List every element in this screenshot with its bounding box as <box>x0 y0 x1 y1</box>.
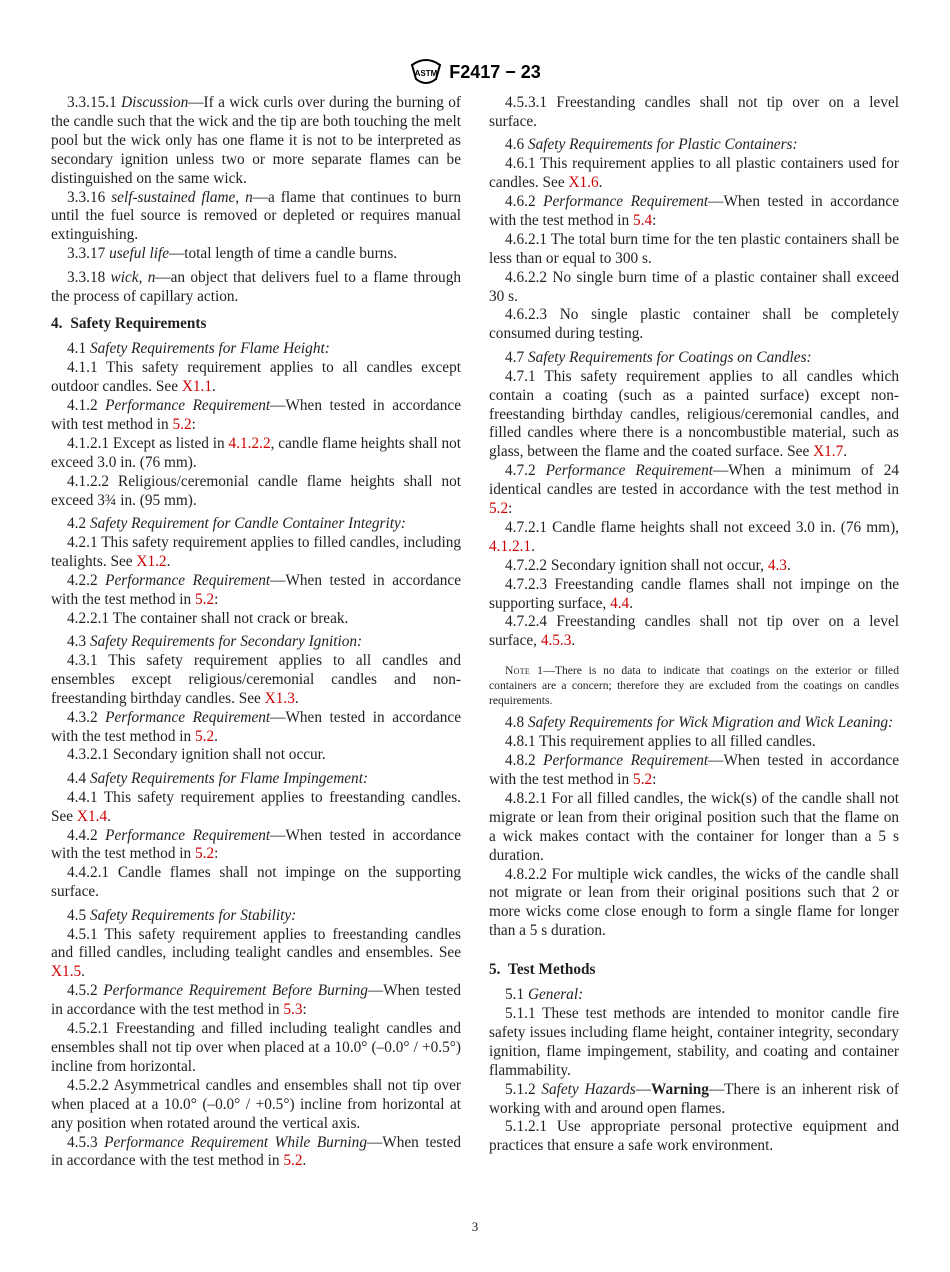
para-4-7-2: 4.7.2 Performance Requirement—When a minimum of 24 identical candles are tested in accordance with the test method in 5.2: <box>489 462 899 518</box>
para-4-3: 4.3 Safety Requirements for Secondary Ignition: <box>67 632 363 650</box>
ref-link-x1-4[interactable]: X1.4 <box>76 807 108 825</box>
para-4-5-2: 4.5.2 Performance Requirement Before Burning—When tested in accordance with the test method in 5.3: <box>51 982 461 1019</box>
para-5-1-1: 5.1.1 These test methods are intended to monitor candle fire safety issues including flame height, container integrity, secondary ignition, flame impingement, stability, and coating and container flammability. <box>489 1004 899 1079</box>
para-5-1-2: 5.1.2 Safety Hazards—Warning—There is an inherent risk of working with and around open flames. <box>489 1080 899 1117</box>
para-4-6: 4.6 Safety Requirements for Plastic Containers: <box>505 136 798 154</box>
para-4-1-2-2: 4.1.2.2 Religious/ceremonial candle flame heights shall not exceed 3¾ in. (95 mm). <box>51 472 461 509</box>
para-4-3-2-1: 4.3.2.1 Secondary ignition shall not occur. <box>67 746 326 764</box>
ref-link-x1-3[interactable]: X1.3 <box>264 689 295 707</box>
astm-logo-icon <box>409 57 443 87</box>
ref-link-x1-6[interactable]: X1.6 <box>568 174 599 192</box>
para-4-2-2: 4.2.2 Performance Requirement—When tested in accordance with the test method in 5.2: <box>51 571 462 608</box>
page-number: 3 <box>471 1219 479 1234</box>
para-4-5: 4.5 Safety Requirements for Stability: <box>67 906 297 924</box>
ref-link-x1-2[interactable]: X1.2 <box>136 552 167 570</box>
para-4-3-1: 4.3.1 This safety requirement applies to all candles and ensembles except religious/ceremonial candles and non-freestanding birthday candles. See X1.3. <box>51 651 461 707</box>
para-4-4-2-1: 4.4.2.1 Candle flames shall not impinge on the supporting surface. <box>51 864 461 901</box>
para-4-4: 4.4 Safety Requirements for Flame Impingement: <box>67 769 369 787</box>
logo-text: ASTM <box>414 69 438 78</box>
right-column <box>489 94 899 1156</box>
para-4-5-1: 4.5.1 This safety requirement applies to freestanding candles and filled candles, including tealight candles and ensembles. See X1.5. <box>51 925 461 981</box>
ref-link-5-4[interactable]: 5.4 <box>633 211 653 229</box>
para-3-3-17: 3.3.17 useful life—total length of time a candle burns. <box>67 245 398 263</box>
para-4-3-2: 4.3.2 Performance Requirement—When tested in accordance with the test method in 5.2. <box>51 708 462 745</box>
para-4-2: 4.2 Safety Requirement for Candle Container Integrity: <box>67 515 406 533</box>
ref-link-5-2[interactable]: 5.2 <box>195 727 215 745</box>
left-column <box>51 94 461 1171</box>
ref-link-4-5-3[interactable]: 4.5.3 <box>540 632 572 650</box>
para-4-6-2-3: 4.6.2.3 No single plastic container shall be completely consumed during testing. <box>489 306 899 343</box>
para-4-8-2-1: 4.8.2.1 For all filled candles, the wick(s) of the candle shall not migrate or lean from their original position such that the flame on a wick makes contact with the container for longer than a 5 s duration. <box>489 789 899 864</box>
ref-link-5-2[interactable]: 5.2 <box>489 500 509 518</box>
ref-link-5-2[interactable]: 5.2 <box>195 845 215 863</box>
ref-link-x1-5[interactable]: X1.5 <box>51 963 82 981</box>
para-4-1-1: 4.1.1 This safety requirement applies to all candles except outdoor candles. See X1.1. <box>51 359 461 396</box>
ref-link-4-1-2-1[interactable]: 4.1.2.1 <box>489 537 532 555</box>
para-4-8: 4.8 Safety Requirements for Wick Migration and Wick Leaning: <box>505 714 894 732</box>
para-4-6-2: 4.6.2 Performance Requirement—When tested in accordance with the test method in 5.4: <box>489 193 900 229</box>
para-4-8-1: 4.8.1 This requirement applies to all filled candles. <box>505 733 816 751</box>
ref-link-5-2[interactable]: 5.2 <box>195 590 215 608</box>
para-4-1-2: 4.1.2 Performance Requirement—When tested in accordance with test method in 5.2: <box>51 397 462 433</box>
note-1: Note 1—There is no data to indicate that coatings on the exterior or filled containers are a concern; therefore they are excluded from the coatings on candles requirements. <box>489 664 899 708</box>
section-4-heading: 4. Safety Requirements <box>51 315 207 333</box>
para-4-4-2: 4.4.2 Performance Requirement—When tested in accordance with the test method in 5.2: <box>51 826 462 863</box>
ref-link-x1-7[interactable]: X1.7 <box>813 443 844 461</box>
para-4-1: 4.1 Safety Requirements for Flame Height: <box>67 340 330 358</box>
para-3-3-15-1: 3.3.15.1 Discussion—If a wick curls over during the burning of the candle such that the wick and the tip are both touching the melt pool but the wick only has one flame it is not to be interpreted as secondary ignition unless two or more separate flames can be distinguished on the same wick. <box>51 94 461 187</box>
para-4-5-2-1: 4.5.2.1 Freestanding and filled including tealight candles and ensembles shall not tip over when placed at a 10.0° (–0.0° / +0.5°) incline from horizontal. <box>51 1020 461 1075</box>
para-4-7-2-3: 4.7.2.3 Freestanding candle flames shall not impinge on the supporting surface, 4.4. <box>489 575 900 612</box>
para-4-7: 4.7 Safety Requirements for Coatings on Candles: <box>505 348 812 366</box>
para-4-7-1: 4.7.1 This safety requirement applies to all candles which contain a coating (such as a painted surface) except non-freestanding birthday candles, religious/ceremonial candles, and filled candles where there is a noncombustible material, such as glass, between the flame and the coated surface. See X1.7. <box>489 367 899 461</box>
section-5-heading: 5. Test Methods <box>489 961 596 979</box>
ref-link-4-3[interactable]: 4.3 <box>767 556 787 574</box>
standard-designation: F2417 − 23 <box>449 61 541 82</box>
ref-link-5-2[interactable]: 5.2 <box>633 771 653 788</box>
ref-link-4-1-2-2[interactable]: 4.1.2.2 <box>228 434 271 452</box>
page-header <box>0 55 950 89</box>
para-5-1-2-1: 5.1.2.1 Use appropriate personal protective equipment and practices that ensure a safe work environment. <box>489 1118 899 1155</box>
para-4-5-2-2: 4.5.2.2 Asymmetrical candles and ensembles shall not tip over when placed at a 10.0° (–0.0° / +0.5°) incline from horizontal at any position when rotated around the vertical axis. <box>51 1076 462 1132</box>
para-4-2-1: 4.2.1 This safety requirement applies to filled candles, including tealights. See X1.2. <box>51 533 461 570</box>
para-4-6-2-2: 4.6.2.2 No single burn time of a plastic container shall exceed 30 s. <box>489 268 899 305</box>
para-4-8-2: 4.8.2 Performance Requirement—When tested in accordance with the test method in 5.2: <box>489 752 900 788</box>
para-4-5-3: 4.5.3 Performance Requirement While Burning—When tested in accordance with the test method in 5.2. <box>51 1133 462 1170</box>
ref-link-x1-1[interactable]: X1.1 <box>181 378 213 396</box>
para-4-6-2-1: 4.6.2.1 The total burn time for the ten plastic containers shall be less than or equal to 300 s. <box>489 230 899 267</box>
para-4-1-2-1: 4.1.2.1 Except as listed in 4.1.2.2, candle flame heights shall not exceed 3.0 in. (76 mm). <box>51 434 462 471</box>
ref-link-5-3[interactable]: 5.3 <box>283 1001 303 1019</box>
para-4-5-3-1: 4.5.3.1 Freestanding candles shall not tip over on a level surface. <box>489 94 900 130</box>
para-4-7-2-1: 4.7.2.1 Candle flame heights shall not exceed 3.0 in. (76 mm), 4.1.2.1. <box>489 518 899 555</box>
para-4-7-2-4: 4.7.2.4 Freestanding candles shall not tip over on a level surface, 4.5.3. <box>489 613 900 650</box>
para-5-1: 5.1 General: <box>505 986 584 1004</box>
para-4-2-2-1: 4.2.2.1 The container shall not crack or break. <box>67 609 349 627</box>
para-4-8-2-2: 4.8.2.2 For multiple wick candles, the wicks of the candle shall not migrate or lean from their original positions such that 2 or more wicks come close enough to form a single flame for longer than a 5 s duration. <box>489 865 899 940</box>
para-3-3-16: 3.3.16 self-sustained flame, n—a flame that continues to burn until the fuel source is removed or depleted or requires manual extinguishing. <box>51 188 462 244</box>
para-3-3-18: 3.3.18 wick, n—an object that delivers fuel to a flame through the process of capillary action. <box>51 268 461 305</box>
para-4-7-2-2: 4.7.2.2 Secondary ignition shall not occur, 4.3. <box>505 556 791 574</box>
ref-link-5-2[interactable]: 5.2 <box>172 416 192 433</box>
para-4-6-1: 4.6.1 This requirement applies to all plastic containers used for candles. See X1.6. <box>489 155 899 192</box>
ref-link-5-2[interactable]: 5.2 <box>283 1152 303 1170</box>
ref-link-4-4[interactable]: 4.4 <box>610 594 630 612</box>
para-4-4-1: 4.4.1 This safety requirement applies to freestanding candles. See X1.4. <box>51 788 461 825</box>
